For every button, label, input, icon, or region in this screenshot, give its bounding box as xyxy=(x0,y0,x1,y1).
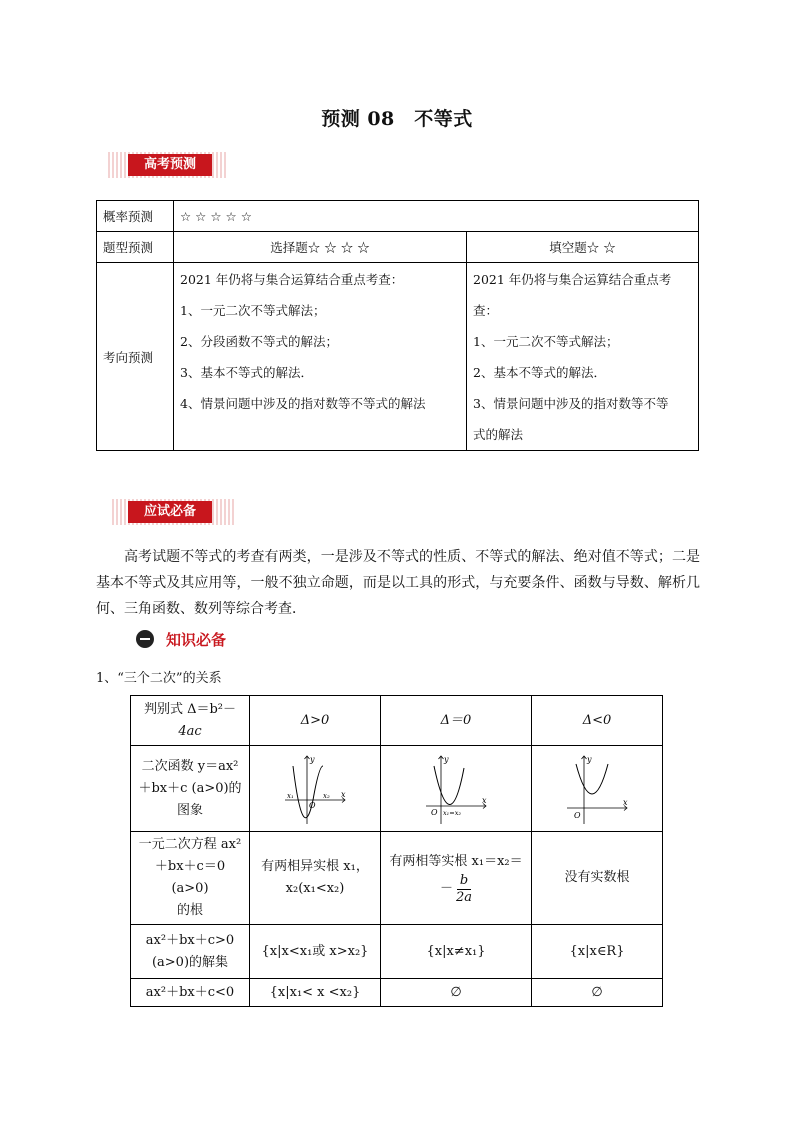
y-axis-label: y xyxy=(587,754,592,764)
two-distinct-roots-cell xyxy=(250,832,381,925)
quadratic-function-label xyxy=(131,746,250,832)
no-real-roots-cell: 没有实数根 xyxy=(532,832,663,925)
direction-right-line: 2021 年仍将与集合运算结合重点考 xyxy=(473,272,672,287)
delta-negative-header: Δ<0 xyxy=(532,696,663,746)
graph-two-roots xyxy=(283,752,347,826)
section-heading xyxy=(136,627,226,651)
y-axis-label: y xyxy=(444,754,449,764)
row-label-line: 二次函数 y＝ax² xyxy=(141,758,239,774)
direction-left-line: 1、一元二次不等式解法； xyxy=(180,303,326,318)
roots-text-line: 有两相异实根 x₁， xyxy=(261,859,369,874)
root2-label: x₂ xyxy=(323,791,330,800)
fraction xyxy=(456,873,472,906)
y-axis-label: y xyxy=(310,754,315,764)
prediction-table xyxy=(96,200,699,451)
discriminant-header-line: 判别式 Δ＝b²－ xyxy=(143,701,237,717)
origin-label: O xyxy=(431,807,438,817)
subheading: 1、“三个二次”的关系 xyxy=(96,671,222,686)
x-axis-label: x xyxy=(341,789,346,799)
greater-solution-double-root: {x|x≠x₁} xyxy=(381,925,532,979)
direction-right-line: 3、情景问题中涉及的指对数等不等 xyxy=(473,396,669,411)
double-root-cell xyxy=(381,832,532,925)
gaokao-tag-label: 高考预测 xyxy=(128,154,212,176)
row-label-line: 一元二次方程 ax² xyxy=(138,837,242,852)
probability-stars: ☆ ☆ ☆ ☆ ☆ xyxy=(174,201,699,232)
delta-zero-header: Δ＝0 xyxy=(381,696,532,746)
intro-paragraph: 高考试题不等式的考查有两类，一是涉及不等式的性质、不等式的解法、绝对值不等式；二是基本不等式及其应用等，一般不独立命题，而是以工具的形式，与充要条件、函数与导数、解析几何、三角函数、数列等综合考查． xyxy=(96,549,700,617)
less-solution-double-root: ∅ xyxy=(381,979,532,1007)
row-label-line: ＋bx＋c (a>0)的 xyxy=(138,780,242,796)
direction-right-line: 式的解法 xyxy=(473,427,524,442)
direction-label: 考向预测 xyxy=(97,263,174,451)
less-solution-no-root: ∅ xyxy=(532,979,663,1007)
question-type-label: 题型预测 xyxy=(97,232,174,263)
x-axis-label: x xyxy=(623,797,628,807)
row-label-line: ax²＋bx＋c>0 xyxy=(145,932,235,948)
direction-right-line: 1、一元二次不等式解法； xyxy=(473,334,619,349)
graph-double-root xyxy=(424,752,488,826)
x-axis-label: x xyxy=(482,795,487,805)
less-solution-two-roots: {x|x₁< x <x₂} xyxy=(250,979,381,1007)
direction-right xyxy=(467,263,699,451)
fraction-numerator: b xyxy=(457,873,471,890)
direction-right-line: 查： xyxy=(473,303,499,318)
graph-two-roots-cell xyxy=(250,746,381,832)
choice-question-rating: 选择题☆ ☆ ☆ ☆ xyxy=(174,232,467,263)
direction-left-line: 2、分段函数不等式的解法； xyxy=(180,334,338,349)
direction-right-line: 2、基本不等式的解法． xyxy=(473,365,606,380)
graph-no-root-cell xyxy=(532,746,663,832)
root1-label: x₁ xyxy=(287,791,294,800)
row-label-line: 图象 xyxy=(176,802,203,818)
yingshi-tag xyxy=(112,499,236,525)
row-label-line: 的根 xyxy=(176,903,203,918)
page-title: 预测 08 不等式 xyxy=(321,108,473,130)
fill-question-rating: 填空题☆ ☆ xyxy=(467,232,699,263)
discriminant-header-line: 4ac xyxy=(178,723,202,739)
graph-no-root xyxy=(565,752,629,826)
direction-left xyxy=(174,263,467,451)
gaokao-tag xyxy=(108,152,228,178)
discriminant-header xyxy=(131,696,250,746)
greater-solution-two-roots: {x|x<x₁或 x>x₂} xyxy=(250,925,381,979)
roots-text-line: x₂(x₁<x₂) xyxy=(285,881,345,896)
origin-label: O xyxy=(309,800,316,810)
yingshi-tag-label: 应试必备 xyxy=(128,501,212,523)
less-solution-label: ax²＋bx＋c<0 xyxy=(131,979,250,1007)
greater-solution-label xyxy=(131,925,250,979)
roots-text-line: 有两相等实根 x₁＝x₂＝ xyxy=(389,853,523,869)
row-label-line: (a>0)的解集 xyxy=(151,954,229,970)
probability-label: 概率预测 xyxy=(97,201,174,232)
minus-circle-icon xyxy=(136,630,154,648)
fraction-denominator: 2a xyxy=(455,889,473,905)
row-label-line: ＋bx＋c＝0 (a>0) xyxy=(154,859,226,896)
three-quadratics-table xyxy=(130,695,663,1007)
direction-left-line: 2021 年仍将与集合运算结合重点考查： xyxy=(180,272,404,287)
origin-label: O xyxy=(574,810,581,820)
quadratic-equation-label xyxy=(131,832,250,925)
direction-left-line: 4、情景问题中涉及的指对数等不等式的解法 xyxy=(180,396,426,411)
graph-double-root-cell xyxy=(381,746,532,832)
delta-positive-header: Δ>0 xyxy=(250,696,381,746)
minus-sign: － xyxy=(439,881,453,896)
direction-left-line: 3、基本不等式的解法． xyxy=(180,365,313,380)
greater-solution-no-root: {x|x∈R} xyxy=(532,925,663,979)
section-title: 知识必备 xyxy=(166,630,227,649)
fraction-expression xyxy=(440,873,472,906)
double-root-label: x₁=x₂ xyxy=(443,808,461,817)
